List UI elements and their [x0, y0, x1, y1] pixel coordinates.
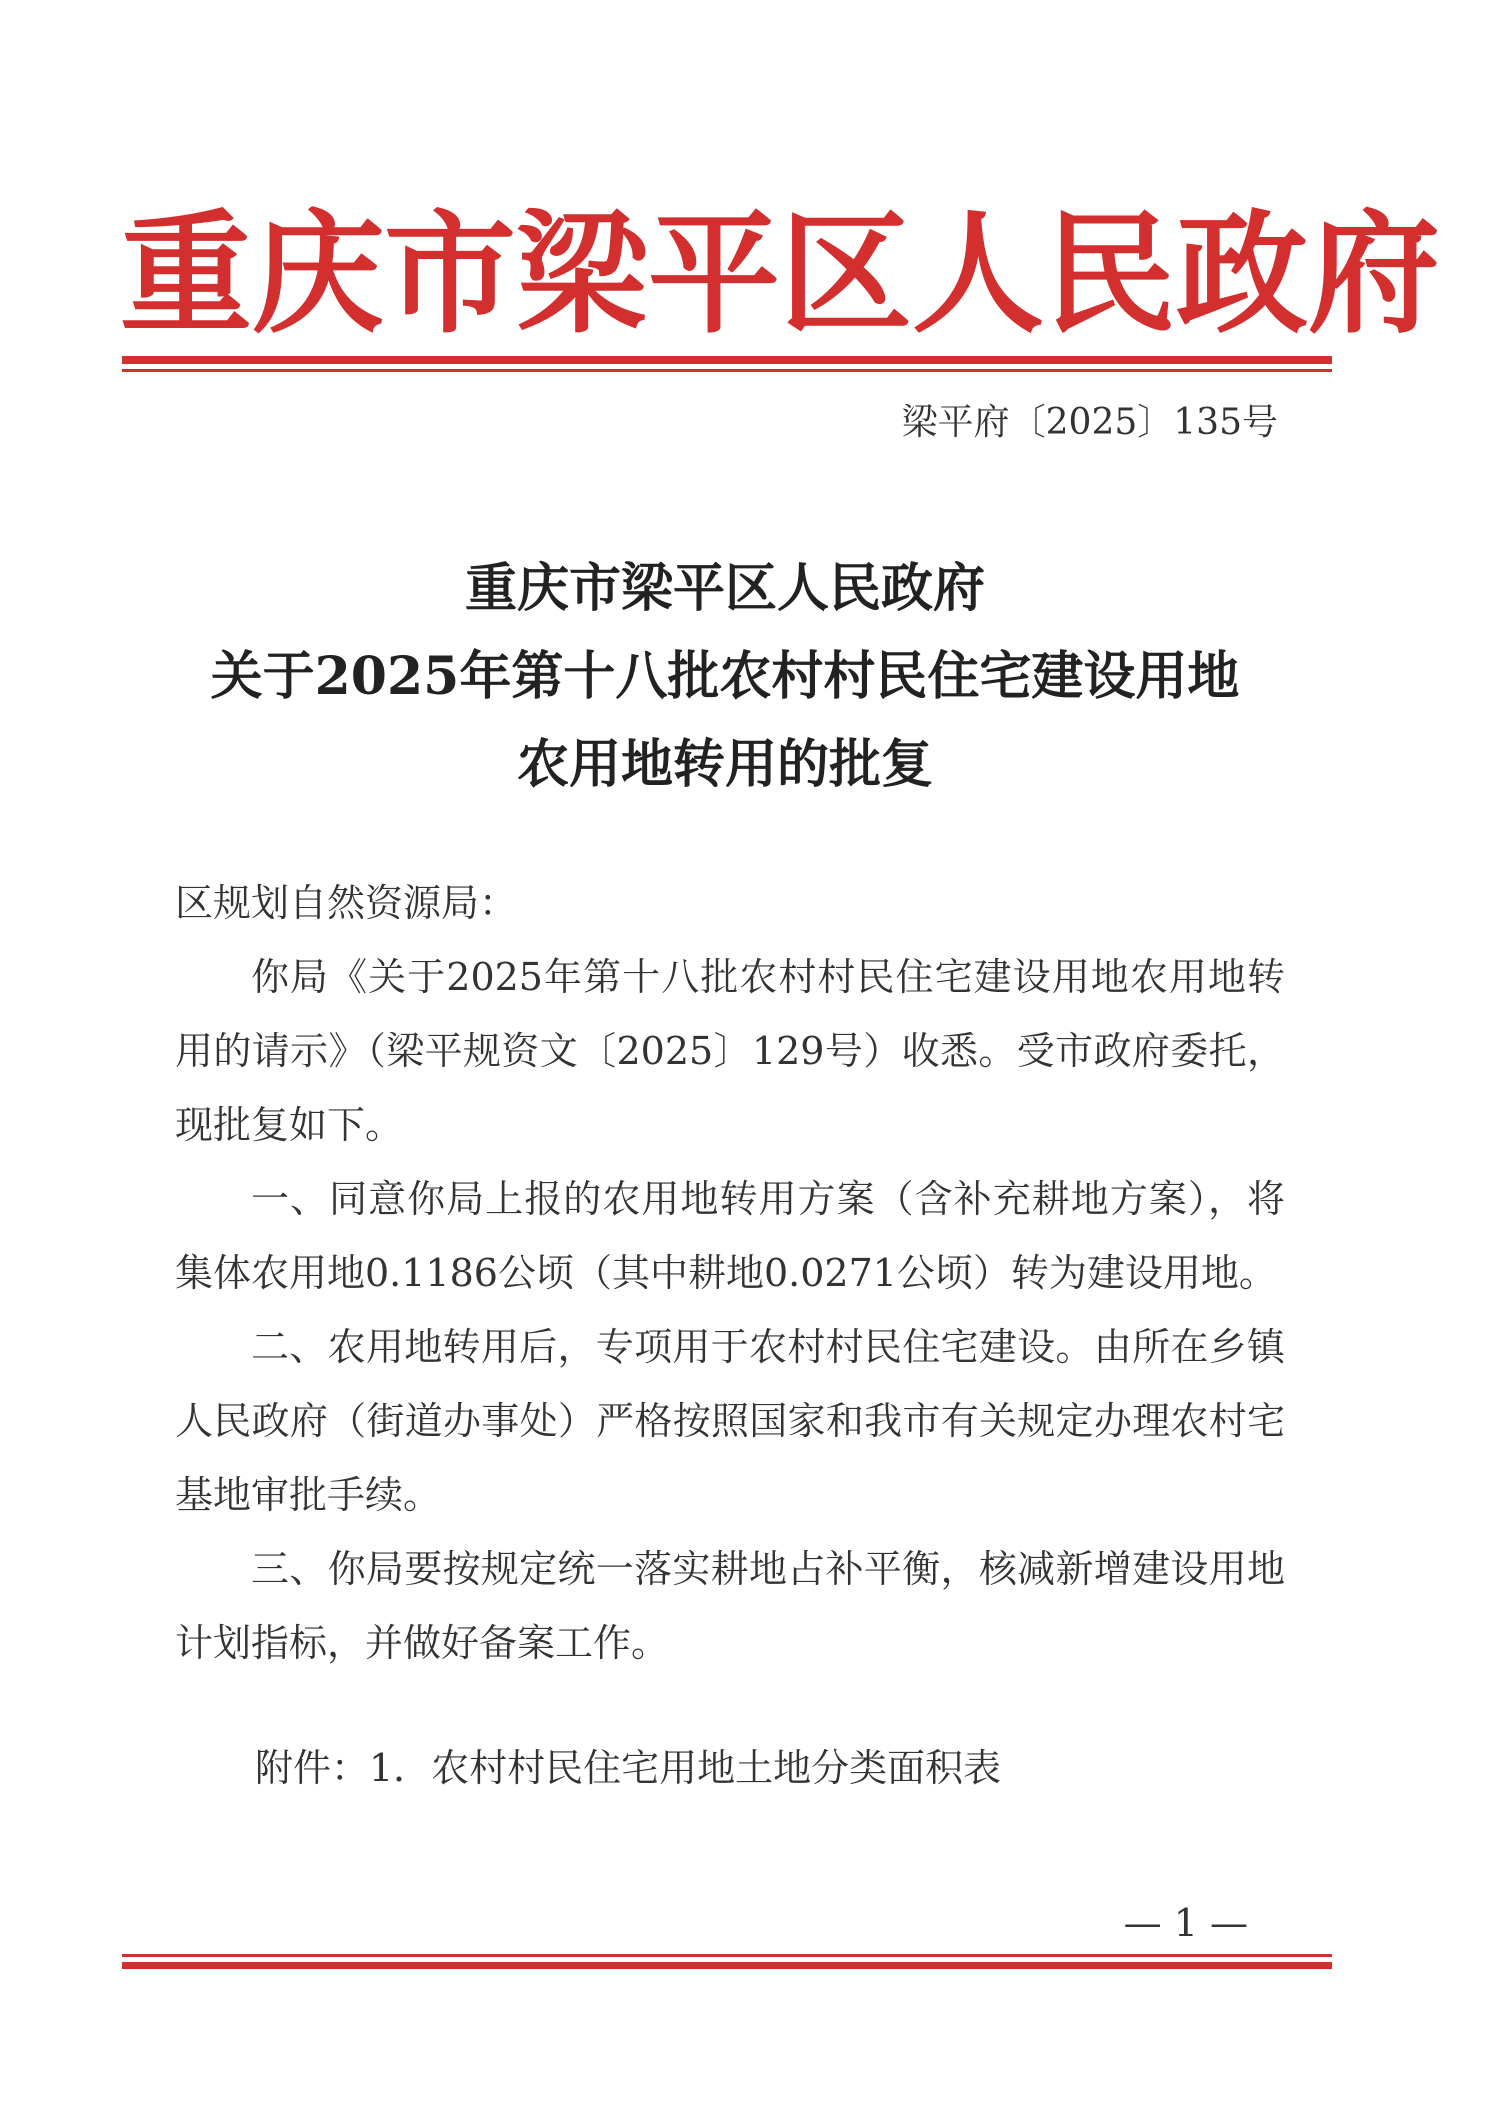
title-line-3: 农用地转用的批复 — [516, 734, 933, 795]
masthead-red-rule — [122, 356, 1332, 364]
document-number: 梁平府〔2025〕135号 — [901, 402, 1278, 443]
title-line-2: 关于2025年第十八批农村村民住宅建设用地 — [210, 646, 1240, 707]
masthead-issuer: 重庆市梁平区人民政府 — [120, 197, 1440, 352]
footer-red-rule-thin — [122, 1954, 1332, 1957]
footer-red-rule — [122, 1962, 1332, 1969]
document-body — [175, 866, 1285, 1680]
body-paragraph: 一、同意你局上报的农用地转用方案（含补充耕地方案），将集体农用地0.1186公顷（其中耕地0.0271公顷）转为建设用地。 — [175, 1177, 1285, 1295]
document-title — [120, 545, 1330, 809]
body-paragraph: 你局《关于2025年第十八批农村村民住宅建设用地农用地转用的请示》（梁平规资文〔2025〕129号）收悉。受市政府委托，现批复如下。 — [175, 955, 1285, 1147]
body-paragraph: 二、农用地转用后，专项用于农村村民住宅建设。由所在乡镇人民政府（街道办事处）严格按照国家和我市有关规定办理农村宅基地审批手续。 — [175, 1325, 1285, 1517]
attachment-line: 附件：1．农村村民住宅用地土地分类面积表 — [255, 1746, 1002, 1790]
title-line-1: 重庆市梁平区人民政府 — [464, 558, 985, 619]
salutation: 区规划自然资源局： — [175, 881, 518, 925]
body-paragraph: 三、你局要按规定统一落实耕地占补平衡，核减新增建设用地计划指标，并做好备案工作。 — [175, 1547, 1285, 1665]
masthead-red-rule-thin — [122, 369, 1332, 372]
page-number: — 1 — — [1123, 1901, 1248, 1945]
